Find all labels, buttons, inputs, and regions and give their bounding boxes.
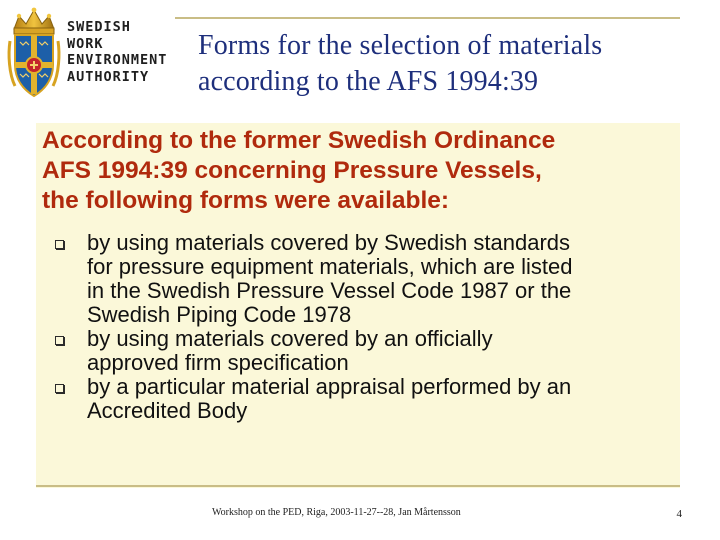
list-item-line: by using materials covered by an officially: [87, 326, 493, 351]
slide-title: [198, 28, 708, 100]
list-item-line: by a particular material appraisal performed by an: [87, 374, 572, 399]
square-bullet-icon: [55, 384, 64, 393]
intro-line: the following forms were available:: [42, 187, 450, 214]
intro-line: AFS 1994:39 concerning Pressure Vessels,: [42, 157, 542, 184]
list-item-line: in the Swedish Pressure Vessel Code 1987 or the: [87, 278, 572, 303]
list-item-line: Swedish Piping Code 1978: [87, 302, 352, 327]
list-item-line: Accredited Body: [87, 398, 248, 423]
organization-name: [67, 19, 167, 85]
footer-text: Workshop on the PED, Riga, 2003-11-27--28, Jan Mårtensson: [212, 507, 461, 518]
content-panel: [36, 123, 680, 488]
list-item: [36, 375, 572, 423]
agency-logo: [6, 4, 176, 104]
list-item: [36, 327, 572, 375]
organization-name-line: ENVIRONMENT: [67, 52, 168, 68]
forms-list: [36, 231, 572, 423]
square-bullet-icon: [55, 336, 64, 345]
organization-name-line: SWEDISH: [67, 19, 131, 35]
organization-name-line: WORK: [67, 35, 104, 52]
page-number: 4: [676, 508, 682, 520]
list-item-line: approved firm specification: [87, 350, 349, 375]
list-item: [36, 231, 572, 327]
list-item-line: by using materials covered by Swedish standards: [87, 230, 571, 255]
intro-line: According to the former Swedish Ordinance: [42, 127, 556, 154]
square-bullet-icon: [55, 240, 64, 249]
title-divider: [175, 17, 680, 19]
slide-title-line: Forms for the selection of materials: [198, 30, 603, 61]
slide-title-line: according to the AFS 1994:39: [198, 66, 539, 97]
footer-divider: [36, 485, 680, 487]
intro-paragraph: [42, 126, 555, 216]
organization-name-line: AUTHORITY: [67, 68, 150, 85]
swedish-coat-of-arms-icon: [6, 4, 62, 104]
list-item-line: for pressure equipment materials, which are listed: [87, 254, 573, 279]
